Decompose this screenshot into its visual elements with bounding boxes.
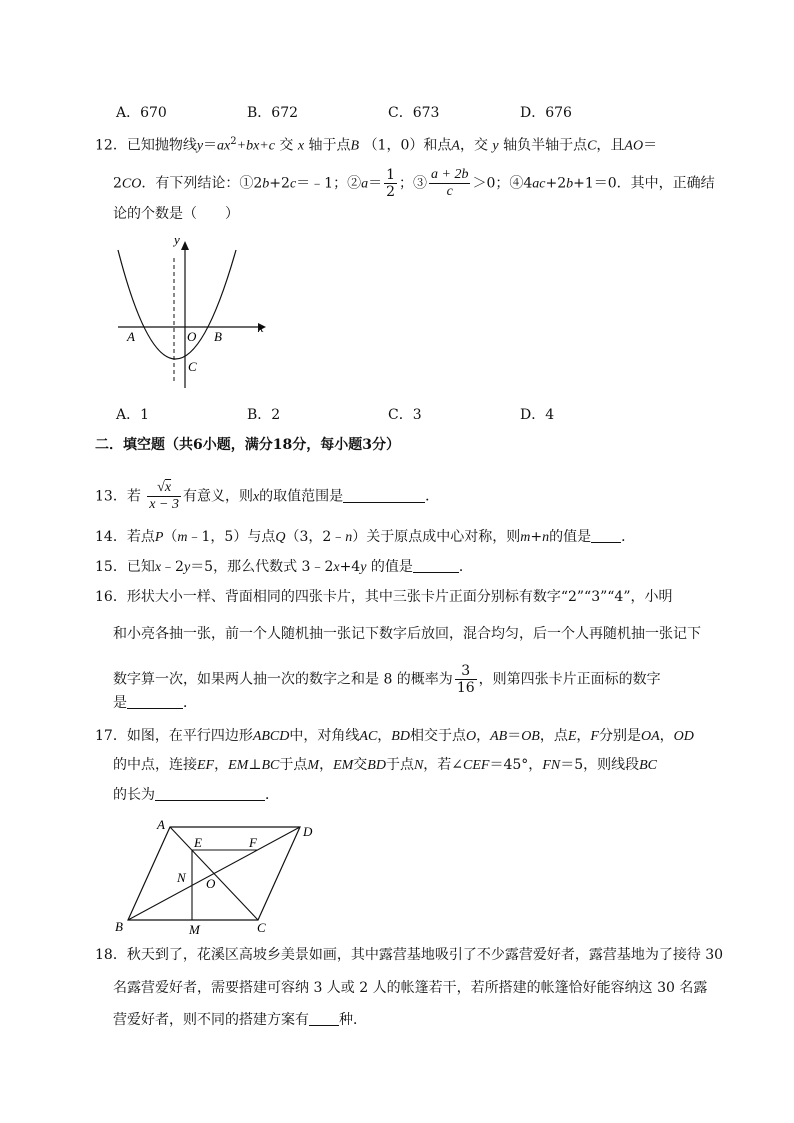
q18-answer-blank[interactable]: [309, 1011, 339, 1026]
label-a: A: [127, 329, 135, 344]
q17-line1: 17．如图，在平行四边形ABCD中，对角线AC，BD相交于点O，AB＝OB，点E，F分别是OA，OD: [95, 728, 694, 744]
parallelogram-figure: [110, 815, 330, 935]
label-f: F: [249, 835, 257, 850]
fraction-half: $\frac{1}{2}$: [386, 167, 395, 200]
q14-answer-blank[interactable]: [591, 528, 621, 543]
q18-line3: 营爱好者，则不同的搭建方案有 种．: [113, 1012, 367, 1028]
q12-line1: 12．已知抛物线$y=ax^2+bx+c$ 交 x 轴于点B （1，0）和点A，交 y 轴负半轴于点C，且AO＝: [95, 136, 658, 154]
label-x: x: [258, 320, 264, 335]
q11-option-c: C．673: [388, 105, 440, 121]
q16-answer-blank[interactable]: [127, 694, 183, 709]
q12-line3: 论的个数是（ ）: [113, 206, 239, 222]
q17-answer-blank[interactable]: [155, 786, 265, 801]
q16-line1: 16．形状大小一样、背面相同的四张卡片，其中三张卡片正面分别标有数字“2”“3”“4”，小明: [95, 589, 673, 605]
label-n: N: [177, 870, 186, 885]
q12-option-d: D．4: [520, 407, 555, 423]
label-c: C: [257, 920, 266, 935]
q11-option-b: B．672: [247, 105, 299, 121]
section-title: 二．填空题（共6小题，满分18分，每小题3分）: [95, 437, 400, 453]
q11-option-a: A．670: [116, 105, 167, 121]
label-e: E: [194, 835, 202, 850]
label-m: M: [189, 922, 200, 935]
q12-line2: 2CO．有下列结论：①2b+2c＝﹣1；②a＝ $\frac{1}{2}$ ；③ $\frac{a + 2b}{c}$ ＞0；④4ac+2b+1＝0．其中，正确结: [113, 167, 715, 200]
y-axis-arrow-icon: [181, 241, 189, 250]
q12-option-c: C．3: [388, 407, 422, 423]
diagonal-bd: [128, 827, 300, 920]
q16-line4: 是 ．: [113, 695, 197, 711]
q13-answer-blank[interactable]: [343, 488, 425, 503]
q14: 14．若点P（m﹣1，5）与点Q（3，2﹣n）关于原点成中心对称，则m+n的值是 ．: [95, 529, 636, 545]
q11-option-d: D．676: [520, 105, 572, 121]
parabola-figure: [110, 228, 280, 398]
q18-line1: 18．秋天到了，花溪区高坡乡美景如画，其中露营基地吸引了不少露营爱好者，露营基地为了接待 30: [95, 947, 724, 963]
label-b: B: [115, 919, 123, 934]
q15: 15．已知x﹣2y＝5，那么代数式 3﹣2x+4y 的值是 ．: [95, 559, 473, 575]
q12-option-b: B．2: [247, 407, 281, 423]
q17-line2: 的中点，连接EF，EM⊥BC于点M，EM交BD于点N，若∠CEF＝45°，FN＝5，则线段BC: [113, 757, 658, 773]
label-a: A: [157, 817, 165, 832]
fraction-a2b-c: $\frac{a + 2b}{c}$: [431, 167, 469, 199]
label-y: y: [174, 232, 180, 247]
fraction-3-16: $\frac{3}{16}$: [456, 663, 475, 696]
q13: 13．若 $\frac{√x}{x - 3}$ 有意义，则x的取值范围是 ．: [95, 480, 440, 512]
q17-line3: 的长为 ．: [113, 787, 279, 803]
fraction-sqrt: $\frac{√x}{x - 3}$: [149, 480, 179, 512]
label-b: B: [214, 329, 222, 344]
q16-line3: 数字算一次，如果两人抽一次的数字之和是 8 的概率为 $\frac{3}{16}$ ，则第四张卡片正面标的数字: [113, 663, 661, 696]
q15-answer-blank[interactable]: [413, 558, 459, 573]
label-c: C: [188, 359, 197, 374]
q16-line2: 和小亮各抽一张，前一个人随机抽一张记下数字后放回，混合均匀，后一个人再随机抽一张记下: [113, 626, 701, 642]
label-o: O: [187, 329, 197, 344]
q12-option-a: A．1: [116, 407, 150, 423]
label-d: D: [303, 824, 313, 839]
label-o: O: [206, 876, 216, 891]
q18-line2: 名露营爱好者，需要搭建可容纳 3 人或 2 人的帐篷若干，若所搭建的帐篷恰好能容纳这 30 名露: [113, 980, 708, 996]
